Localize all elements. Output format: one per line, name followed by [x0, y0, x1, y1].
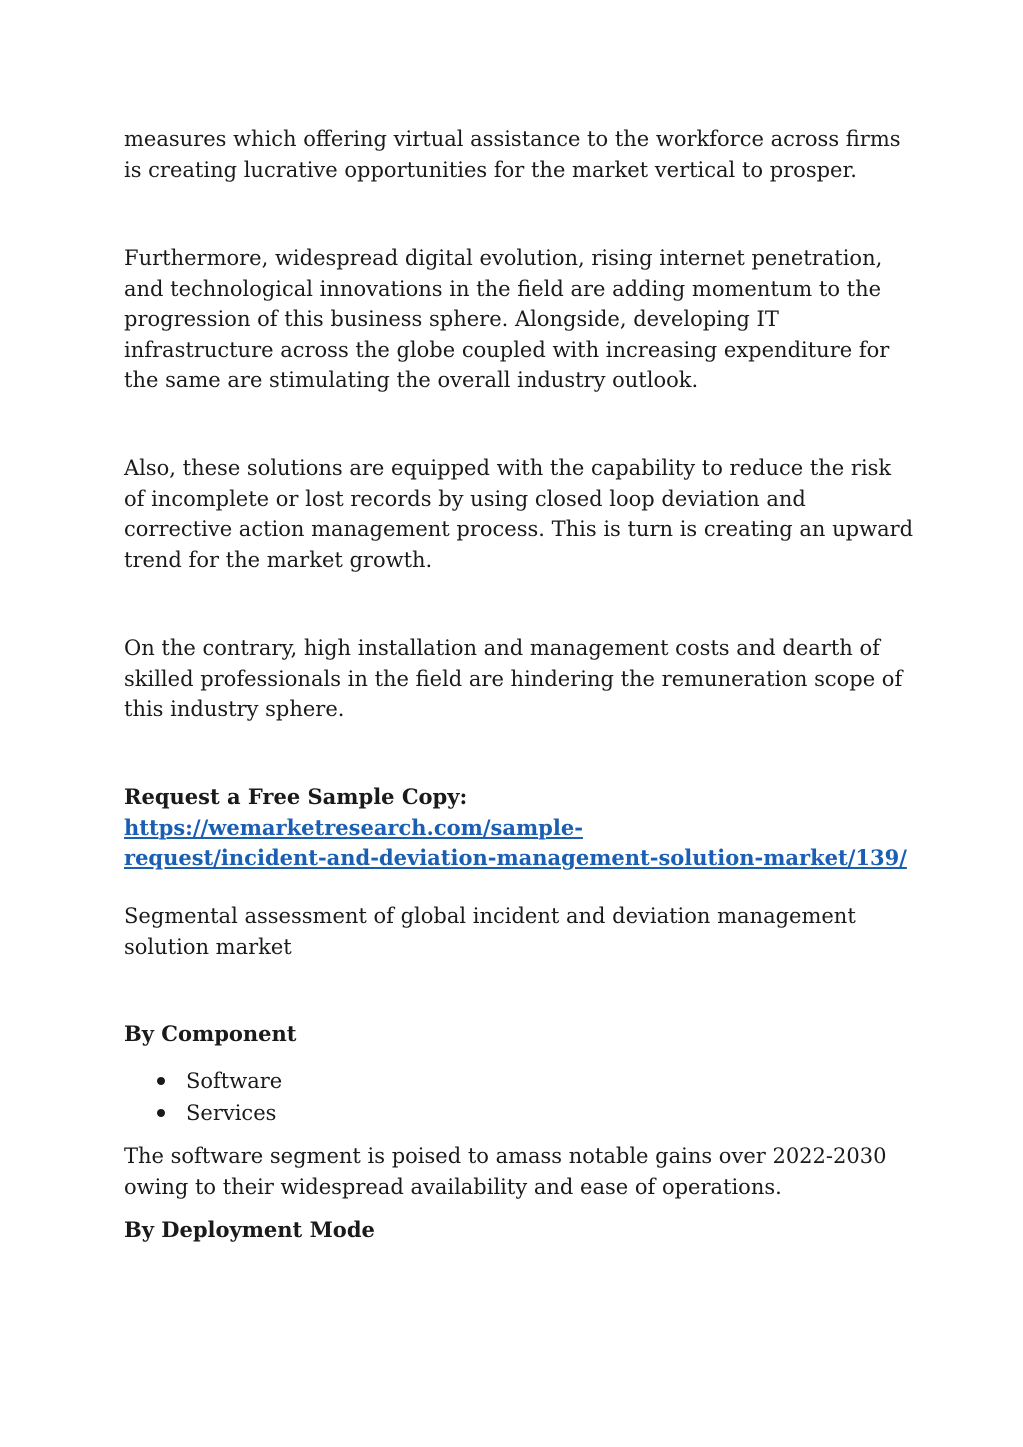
heading-by-deployment-mode: By Deployment Mode [124, 1217, 375, 1242]
paragraph-software-segment: The software segment is poised to amass notable gains over 2022-2030 owing to their widespread availability and ease of operations. [124, 1144, 887, 1199]
list-item-label: Services [186, 1101, 277, 1125]
paragraph-restraints: On the contrary, high installation and management costs and dearth of skilled professionals in the field are hindering the remuneration scope of this industry sphere. [124, 636, 903, 721]
paragraph-virtual-assistance: measures which offering virtual assistance to the workforce across firms is creating lucrative opportunities for the market vertical to prosper. [124, 127, 901, 182]
sample-request-link[interactable] [124, 815, 907, 871]
list-item-label: Software [186, 1069, 283, 1093]
sample-request-label: Request a Free Sample Copy: [124, 784, 468, 809]
bullet-icon [157, 1077, 165, 1085]
sample-request [124, 782, 914, 874]
list-item [124, 1065, 914, 1097]
sample-request-link-line1: https://wemarketresearch.com/sample- [124, 814, 583, 840]
list-item [124, 1097, 914, 1129]
sample-request-link-line2: request/incident-and-deviation-management-solution-market/139/ [124, 845, 907, 870]
bullet-icon [157, 1109, 165, 1117]
heading-by-component: By Component [124, 1021, 297, 1046]
paragraph-segmental-assessment: Segmental assessment of global incident and deviation management solution market [124, 904, 856, 959]
component-list [124, 1065, 914, 1129]
paragraph-digital-evolution: Furthermore, widespread digital evolution, rising internet penetration, and technological innovations in the field are adding momentum to the progression of this business sphere. Alongside, developing IT infrastructure across the globe coupled with increasing expenditure for the same are stimulating the overall industry outlook. [124, 246, 890, 392]
paragraph-solution-capability: Also, these solutions are equipped with the capability to reduce the risk of incomplete or lost records by using closed loop deviation and corrective action management process. This is turn is creating an upward trend for the market growth. [124, 456, 914, 572]
